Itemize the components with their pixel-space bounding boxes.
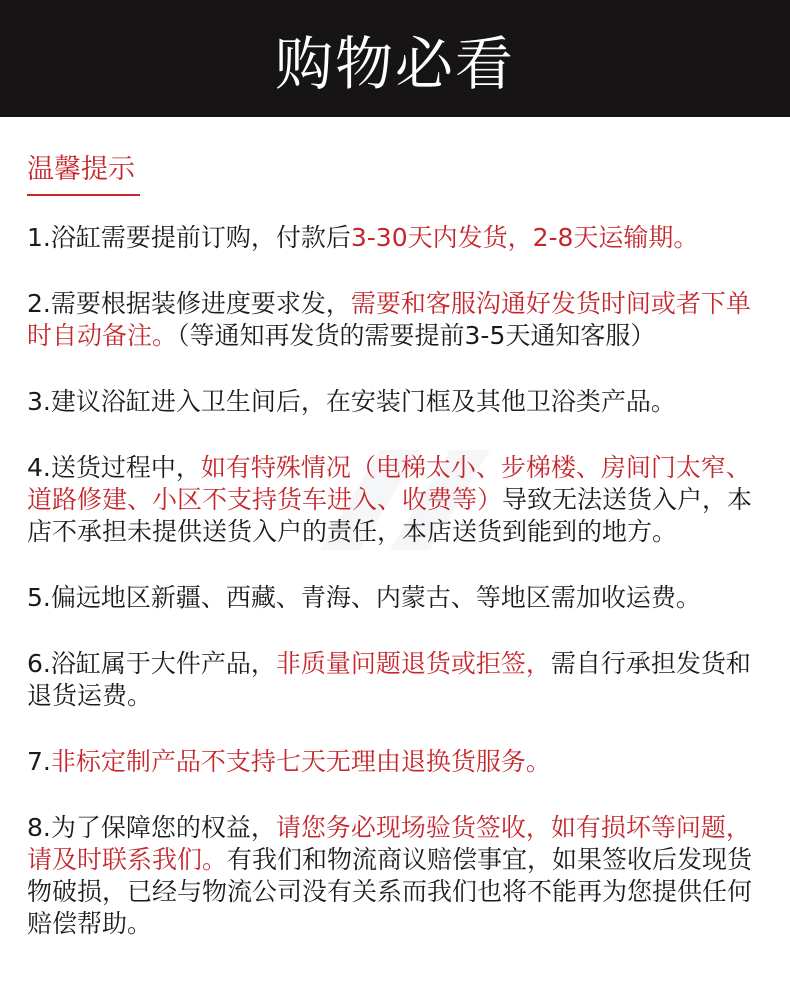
notice-text: 3.建议浴缸进入卫生间后，在安装门框及其他卫浴类产品。 (27, 387, 676, 416)
header-banner (0, 0, 790, 117)
notice-item (27, 386, 769, 418)
notice-list (27, 222, 769, 974)
notice-item (27, 288, 769, 352)
notice-text: 2.需要根据装修进度要求发， (27, 289, 351, 318)
notice-item (27, 452, 769, 548)
notice-text: 8.为了保障您的权益， (27, 813, 276, 842)
notice-highlight: 3-30天内发货，2-8天运输期。 (350, 223, 699, 252)
notice-text: 4.送货过程中， (27, 453, 201, 482)
notice-item (27, 648, 769, 712)
notice-highlight: 如有特殊情况（电梯太小、步梯楼、房间门太窄、道路修建、小区不支持货车进入、收费等） (27, 453, 751, 514)
notice-text: 导致无法送货入户，本店不承担未提供送货入户的责任，本店送货到能到的地方。 (27, 485, 753, 546)
notice-highlight: 非质量问题退货或拒签， (275, 649, 551, 678)
notice-highlight: 非标定制产品不支持七天无理由退换货服务。 (50, 747, 551, 776)
notice-text: 6.浴缸属于大件产品， (27, 649, 276, 678)
notice-text: 7. (27, 747, 51, 776)
notice-item (27, 582, 769, 614)
notice-item (27, 222, 769, 254)
notice-text: 有我们和物流商议赔偿事宜，如果签收后发现货物破损，已经与物流公司没有关系而我们也将不能再为您提供任何赔偿帮助。 (27, 845, 753, 938)
notice-text: （等通知再发货的需要提前3-5天通知客服） (177, 321, 656, 350)
notice-highlight: 需要和客服沟通好发货时间或者下单时自动备注。 (27, 289, 751, 350)
notice-text: 1.浴缸需要提前订购，付款后 (27, 223, 351, 252)
notice-highlight: 请您务必现场验货签收，如有损坏等问题，请及时联系我们。 (27, 813, 751, 874)
notice-text: 5.偏远地区新疆、西藏、青海、内蒙古、等地区需加收运费。 (27, 583, 701, 612)
notice-text: 需自行承担发货和退货运费。 (27, 649, 751, 710)
page-title: 购物必看 (274, 29, 515, 98)
section-title: 温馨提示 (27, 154, 135, 185)
notice-item (27, 812, 769, 940)
notice-item (27, 746, 769, 778)
section-title-underline (27, 194, 140, 196)
